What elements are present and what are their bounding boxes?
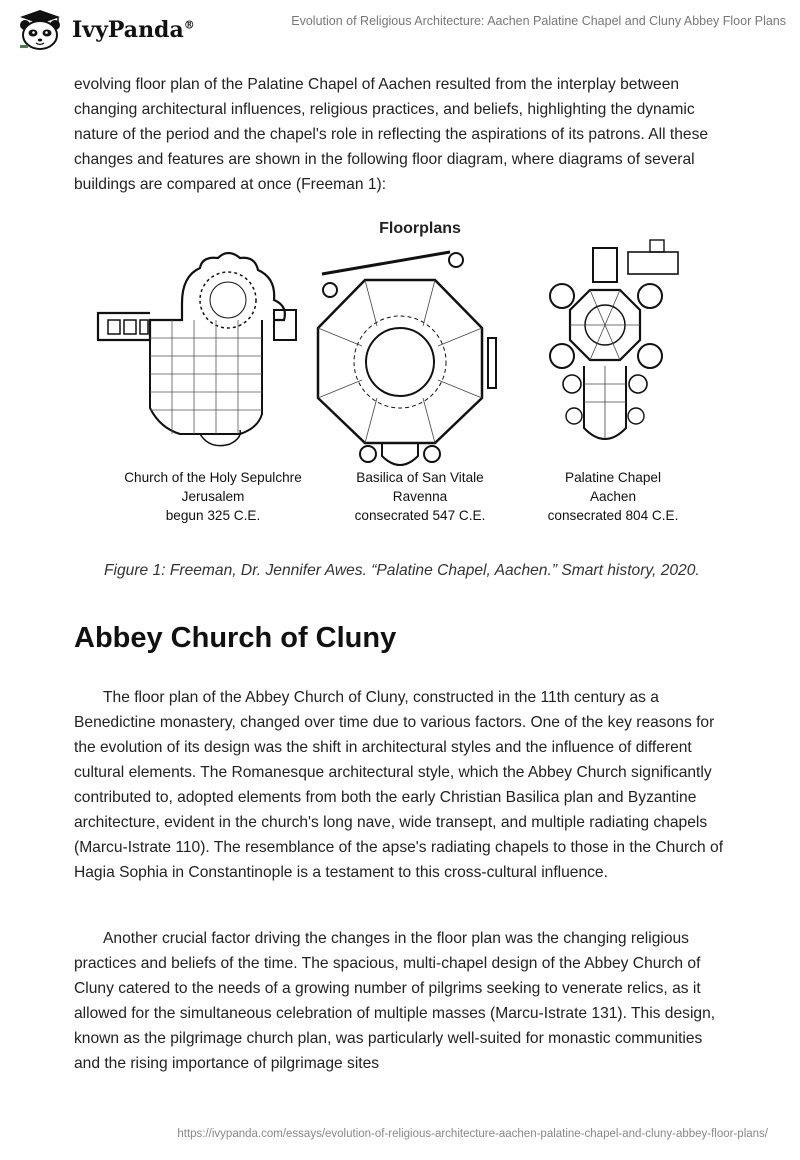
floorplans-figure <box>90 218 710 528</box>
plan-label-san-vitale: Basilica of San Vitale Ravenna consecrated 547 C.E. <box>354 470 486 523</box>
document-title: Evolution of Religious Architecture: Aachen Palatine Chapel and Cluny Abbey Floor Plans <box>291 14 786 28</box>
san-vitale-plan <box>318 252 496 465</box>
body-paragraph-3: Another crucial factor driving the changes in the floor plan was the changing religious practices and beliefs of the time. The spacious, multi-chapel design of the Abbey Church of Cluny catered to the needs of a growing number of pilgrims seeking to venerate relics, as it allowed for the simultaneous celebration of multiple masses (Marcu-Istrate 131). This design, known as the pilgrimage church plan, was particularly well-suited for monastic communities and the rising importance of pilgrimage sites <box>74 930 716 1072</box>
body-paragraph-2: The floor plan of the Abbey Church of Cluny, constructed in the 11th century as a Benedictine monastery, changed over time due to various factors. One of the key reasons for the evolution of its design was the shift in architectural styles and the influence of different cultural elements. The Romanesque architectural style, which the Abbey Church significantly contributed to, adopted elements from both the early Christian Basilica plan and Byzantine architecture, evident in the church's long nave, wide transept, and multiple radiating chapels (Marcu-Istrate 110). The resemblance of the apse's radiating chapels to those in the Church of Hagia Sophia in Constantinople is a testament to this cross-cultural influence. <box>74 689 724 881</box>
plan-label-holy-sepulchre: Church of the Holy Sepulchre Jerusalem begun 325 C.E. <box>124 470 302 523</box>
intro-paragraph: evolving floor plan of the Palatine Chapel of Aachen resulted from the interplay between changing architectural influences, religious practices, and beliefs, highlighting the dynamic nature of the period and the chapel's role in reflecting the aspirations of its patrons. All these changes and features are shown in the following floor diagram, where diagrams of several buildings are compared at once (Freeman 1): <box>74 76 709 193</box>
logo-text: IvyPanda® <box>72 17 195 43</box>
holy-sepulchre-plan <box>98 253 296 446</box>
section-heading: Abbey Church of Cluny <box>74 622 397 654</box>
figure-title: Floorplans <box>379 220 461 237</box>
floorplan-drawings <box>90 238 710 478</box>
page-header <box>0 0 800 60</box>
panda-logo-icon <box>14 8 66 52</box>
site-logo[interactable] <box>14 8 195 52</box>
figure-caption: Figure 1: Freeman, Dr. Jennifer Awes. “Palatine Chapel, Aachen.” Smart history, 2020. <box>104 562 700 579</box>
palatine-chapel-plan <box>550 240 678 439</box>
plan-label-palatine-chapel: Palatine Chapel Aachen consecrated 804 C.E. <box>547 470 679 523</box>
footer-url[interactable]: https://ivypanda.com/essays/evolution-of-religious-architecture-aachen-palatine-chapel-and-cluny-abbey-floor-plans/ <box>177 1128 768 1140</box>
